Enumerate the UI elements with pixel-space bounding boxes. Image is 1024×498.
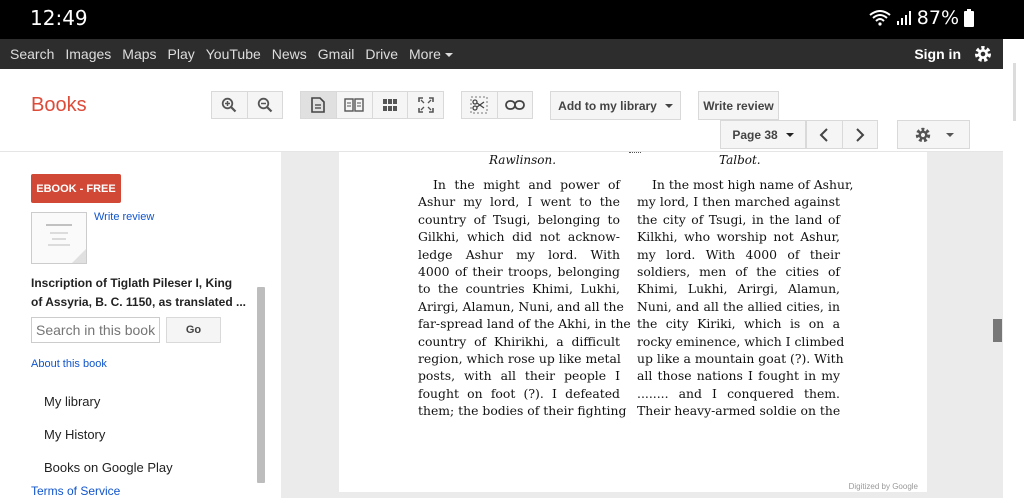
gbar-link-youtube[interactable]: YouTube — [205, 46, 261, 62]
status-bar — [0, 0, 1024, 39]
chevron-down-icon — [946, 133, 954, 137]
add-to-library-button[interactable] — [550, 91, 681, 120]
sidebar-item-google-play[interactable]: Books on Google Play — [44, 460, 173, 475]
google-bar — [0, 39, 1003, 69]
books-logo[interactable]: Books — [31, 94, 87, 116]
ebook-free-button[interactable]: EBOOK - FREE — [31, 174, 121, 203]
fullscreen-icon — [418, 97, 434, 113]
clip-button[interactable] — [462, 92, 498, 118]
gbar-link-search[interactable]: Search — [10, 46, 55, 62]
fullscreen-button[interactable] — [408, 92, 443, 118]
books-header — [0, 69, 1003, 152]
digitized-by-google-watermark: Digitized by Google — [848, 482, 918, 491]
link-icon — [505, 100, 525, 110]
single-page-icon — [311, 97, 325, 113]
battery-percent: 87% — [916, 7, 959, 29]
page-select-label: Page 38 — [732, 127, 778, 142]
go-button[interactable]: Go — [166, 317, 221, 343]
sidebar-scrollbar[interactable] — [257, 287, 265, 483]
settings-menu-button[interactable] — [897, 120, 970, 149]
about-this-book-link[interactable]: About this book — [31, 358, 107, 370]
text-line: Arirgi, Alamun, Nuni, and all the — [418, 298, 624, 314]
link-button[interactable] — [498, 92, 533, 118]
gbar-link-gmail[interactable]: Gmail — [317, 46, 355, 62]
zoom-controls — [211, 91, 283, 119]
text-line: country of Tsugi, belonging to — [418, 211, 620, 227]
battery-icon — [964, 9, 974, 27]
text-line: my lord. With 4000 of their — [637, 246, 840, 262]
text-line: ledge Ashur my lord. With — [418, 246, 620, 262]
text-line: Kilkhi, who worship not Ashur, — [637, 229, 840, 245]
chevron-right-icon — [855, 128, 865, 142]
zoom-out-button[interactable] — [248, 92, 283, 118]
zoom-in-icon — [221, 97, 237, 113]
text-line: In the might and power of — [433, 177, 620, 192]
text-line: Khimi, Lukhi, Arirgi, Alamun, — [637, 281, 840, 297]
thumbnail-view-button[interactable] — [373, 92, 409, 118]
text-line: Gilkhi, which did not acknow- — [418, 229, 620, 245]
page-select[interactable] — [720, 120, 806, 149]
browser-scrollbar-thumb[interactable] — [1013, 63, 1016, 121]
chevron-left-icon — [819, 128, 829, 142]
zoom-out-icon — [257, 97, 273, 113]
viewer-scroll-handle[interactable] — [993, 319, 1002, 342]
gbar-link-maps[interactable]: Maps — [122, 46, 157, 62]
page-nav-controls — [806, 120, 878, 149]
text-line: Ashur my lord, I went to the — [418, 194, 620, 210]
page-top-mark — [629, 152, 641, 155]
single-page-view-button[interactable] — [301, 92, 337, 118]
gbar-link-drive[interactable]: Drive — [365, 46, 399, 62]
book-page — [339, 152, 927, 492]
text-line: them; the bodies of their fighting — [418, 403, 627, 419]
text-line: soldiers, men of the cities of — [637, 264, 840, 280]
text-line: 4000 of their troops, belonging — [418, 264, 620, 280]
cover-page-image — [32, 213, 86, 263]
grid-icon — [383, 99, 397, 111]
chevron-down-icon — [445, 53, 453, 57]
text-line: the city Kiriki, which is on a — [637, 316, 840, 332]
left-column-text — [418, 176, 631, 420]
text-line: ........ and I conquered them. — [637, 385, 840, 401]
gear-icon[interactable] — [973, 44, 993, 64]
zoom-in-button[interactable] — [212, 92, 248, 118]
gbar-link-more[interactable] — [409, 46, 453, 62]
text-line: rocky eminence, which I climbed — [637, 333, 845, 349]
signal-icon — [896, 10, 912, 26]
text-line: all those nations I fought in my — [637, 368, 840, 384]
gbar-link-images[interactable]: Images — [65, 46, 112, 62]
text-line: far-spread land of the Akhi, in the — [418, 316, 631, 332]
gbar-link-news[interactable]: News — [271, 46, 307, 62]
two-page-icon — [344, 98, 364, 112]
terms-of-service-link[interactable]: Terms of Service — [31, 484, 121, 498]
sign-in-link[interactable]: Sign in — [914, 46, 961, 62]
right-column-heading: Talbot. — [719, 153, 761, 167]
prev-page-button[interactable] — [807, 121, 843, 148]
gear-icon — [914, 126, 932, 144]
book-viewer[interactable] — [281, 152, 1003, 498]
next-page-button[interactable] — [843, 121, 878, 148]
text-line: fought on foot (?). I defeated — [418, 385, 620, 401]
book-cover-thumbnail[interactable] — [31, 212, 87, 264]
text-line: Their heavy-armed soldie on the — [637, 403, 841, 419]
right-column-text — [637, 176, 854, 420]
gbar-more-label: More — [409, 46, 441, 62]
chevron-down-icon — [665, 104, 673, 108]
status-icons — [869, 7, 974, 29]
text-line: posts, with all their people I — [418, 368, 620, 384]
two-page-view-button[interactable] — [337, 92, 373, 118]
google-bar-links — [10, 46, 453, 62]
sidebar-write-review-link[interactable]: Write review — [94, 211, 155, 223]
chevron-down-icon — [786, 133, 794, 137]
wifi-icon — [869, 10, 891, 26]
text-line: to the countries Khimi, Lukhi, — [418, 281, 620, 297]
sidebar-item-my-library[interactable]: My library — [44, 394, 101, 409]
text-line: In the most high name of Ashur, — [652, 177, 854, 192]
text-line: Nuni, and all the allied cities, in — [637, 298, 840, 314]
sidebar-item-my-history[interactable]: My History — [44, 427, 106, 442]
clip-link-controls — [461, 91, 533, 119]
sidebar — [0, 152, 281, 498]
gbar-link-play[interactable]: Play — [167, 46, 195, 62]
page-scrollbar[interactable] — [1003, 39, 1024, 498]
left-column-heading: Rawlinson. — [489, 153, 557, 167]
add-to-library-label: Add to my library — [558, 98, 657, 113]
text-line: the city of Tsugi, in the land of — [637, 211, 840, 227]
search-in-book-input[interactable] — [31, 317, 160, 343]
text-line: country of Khirikhi, a difficult — [418, 333, 620, 349]
text-line: my lord, I then marched against — [637, 194, 840, 210]
text-line: up like a mountain goat (?). With — [637, 351, 844, 367]
book-title[interactable]: Inscription of Tiglath Pileser I, King of Assyria, B. C. 1150, as translated ... — [31, 276, 246, 309]
status-time: 12:49 — [30, 6, 88, 30]
text-line: region, which rose up like metal — [418, 351, 621, 367]
write-review-button[interactable]: Write review — [698, 91, 779, 120]
view-mode-controls — [300, 91, 444, 119]
scissors-icon — [470, 96, 488, 114]
